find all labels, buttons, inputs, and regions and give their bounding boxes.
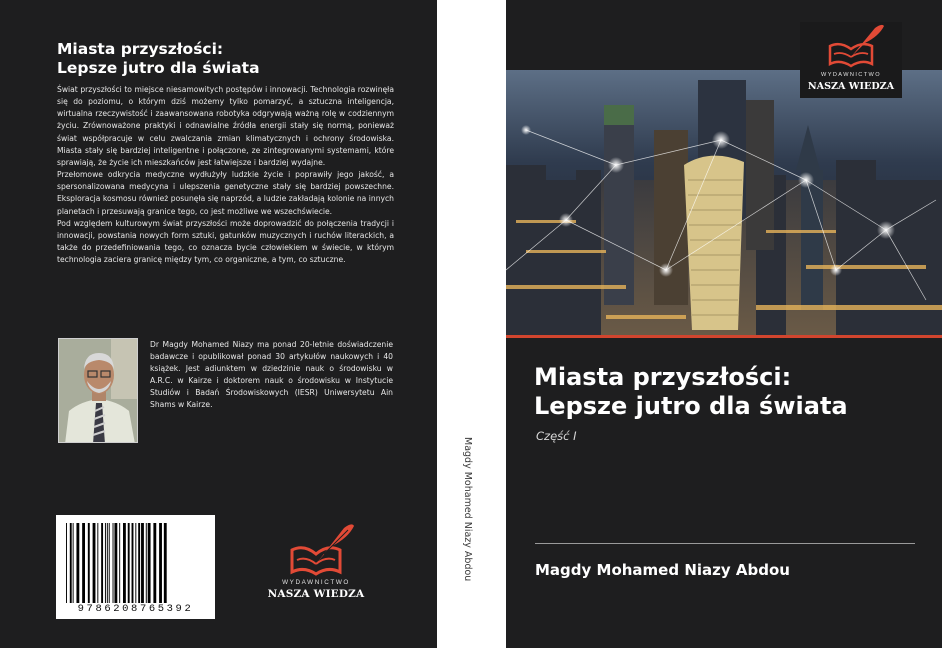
barcode-bar — [119, 523, 120, 603]
barcode-bar — [97, 523, 98, 603]
back-title-line2: Lepsze jutro dla świata — [57, 59, 260, 77]
back-cover — [0, 0, 437, 648]
barcode-bar — [135, 523, 136, 603]
barcode-bar — [73, 523, 74, 603]
isbn-barcode — [56, 515, 215, 619]
divider — [535, 543, 915, 544]
barcode-bar — [101, 523, 103, 603]
barcode-bar — [153, 523, 156, 603]
blurb-paragraph-3: Pod względem kulturowym świat przyszłości może doprowadzić do połączenia tradycji i innowacji, powstania nowych form sztuki, gatunków muzycznych i ruchów literackich, a także do przedefiniowania tego, co oznacza bycie człowiekiem w świecie, w którym technologia zaciera granicę między tym, co organiczne, a tym, co sztuczne. — [57, 218, 394, 265]
back-title-line1: Miasta przyszłości: — [57, 40, 224, 58]
barcode-bar — [159, 523, 162, 603]
barcode-bar — [107, 523, 108, 603]
accent-line — [506, 335, 942, 338]
barcode-bar — [105, 523, 106, 603]
publisher-name: NASZA WIEDZA — [267, 588, 365, 600]
front-author: Magdy Mohamed Niazy Abdou — [535, 561, 790, 579]
barcode-bar — [88, 523, 90, 603]
barcode-bar — [148, 523, 151, 603]
barcode-bar — [138, 523, 140, 603]
book-feather-icon — [262, 520, 370, 578]
blurb-paragraph-1: Świat przyszłości to miejsce niesamowitych postępów i innowacji. Technologia rozwinęła się do poziomu, o którym dziś możemy tylko pomarzyć, a sztuczna inteligencja, wirtualna rzeczywistość i zaawansowana robotyka odgrywają ważną rolę w codziennym życiu. Zrównoważone praktyki i odnawialne źródła energii stały się normą, ponieważ świat współpracuje w celu zwalczania zmian klimatycznych i ochrony środowiska. Miasta stały się bardziej inteligentne i połączone, ze zintegrowanymi systemami, które sprawiają, że życie ich mieszkańców jest łatwiejsze i bardziej wydajne. — [57, 85, 394, 167]
front-title — [534, 363, 934, 421]
barcode-bar — [128, 523, 130, 603]
isbn-digits: 9786208765392 — [77, 603, 194, 615]
publisher-logo-back — [262, 520, 370, 602]
back-blurb — [57, 84, 394, 266]
publisher-logo-front — [800, 22, 902, 98]
barcode-bar — [141, 523, 144, 603]
barcode-bar — [164, 523, 167, 603]
part-label: Część I — [536, 429, 577, 443]
city-skyline-image — [506, 70, 942, 335]
barcode-bar — [82, 523, 85, 603]
author-photo — [58, 338, 138, 443]
spine-author: Magdy Mohamed Niazy Abdou — [462, 437, 473, 582]
author-bio: Dr Magdy Mohamed Niazy ma ponad 20-letnie doświadczenie badawcze i opublikował ponad 30 artykułów naukowych i 40 książek. Jest adiunktem w dziedzinie nauk o środowisku w A.R.C. w Kairze i doktorem nauk o środowisku w Instytucie Studiów i Badań Środowiskowych (IESR) Uniwersytetu Ain Shams w Kairze. — [150, 340, 393, 410]
publisher-small-text: WYDAWNICTWO — [821, 72, 881, 78]
barcode-bar — [109, 523, 110, 603]
barcode-bar — [146, 523, 147, 603]
front-title-line2: Lepsze jutro dla świata — [534, 392, 848, 420]
barcode-bar — [76, 523, 79, 603]
publisher-small-text: WYDAWNICTWO — [282, 579, 350, 586]
back-title — [57, 40, 417, 78]
front-title-line1: Miasta przyszłości: — [534, 363, 792, 391]
barcode-bar — [132, 523, 134, 603]
barcode-bar — [123, 523, 126, 603]
publisher-name: NASZA WIEDZA — [807, 81, 895, 92]
barcode-bar — [114, 523, 117, 603]
barcode-bar — [113, 523, 114, 603]
barcode-bar — [66, 523, 67, 603]
blurb-paragraph-2: Przełomowe odkrycia medyczne wydłużyły ludzkie życie i poprawiły jego jakość, a spersonalizowana medycyna i ulepszenia genetyczne stały się bardziej powszechne. Eksploracja kosmosu również posunęła się naprzód, a ludzie zakładają kolonie na innych planetach i przesuwają granice tego, co jest możliwe we wszechświecie. — [57, 170, 394, 216]
book-feather-icon — [800, 22, 902, 72]
barcode-bar — [93, 523, 96, 603]
barcode-bar — [70, 523, 72, 603]
